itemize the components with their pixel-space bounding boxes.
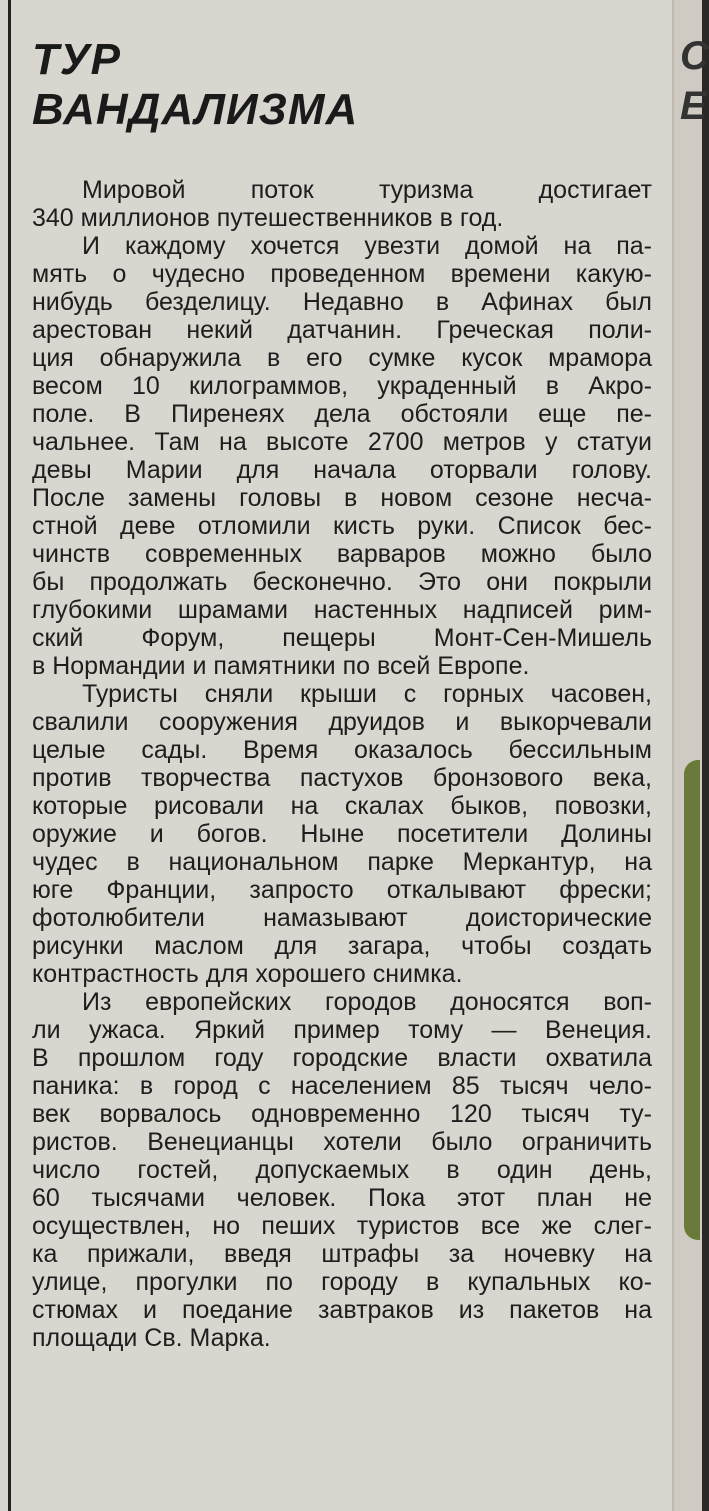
text-line: мять о чудесно проведенном времени какую- bbox=[32, 260, 652, 288]
text-line: После замены головы в новом сезоне несча- bbox=[32, 484, 652, 512]
column-rule bbox=[8, 0, 11, 1511]
text-line: рисунки маслом для загара, чтобы создать bbox=[32, 932, 652, 960]
text-line: свалили сооружения друидов и выкорчевали bbox=[32, 708, 652, 736]
text-line: нибудь безделицу. Недавно в Афинах был bbox=[32, 288, 652, 316]
text-line: контрастность для хорошего снимка. bbox=[32, 960, 463, 988]
text-line: бы продолжать бесконечно. Это они покрыли bbox=[32, 568, 652, 596]
text-line: Из европейских городов доносятся воп- bbox=[82, 988, 652, 1016]
text-line: паника: в город с населением 85 тысяч чело- bbox=[32, 1072, 652, 1100]
text-line: чудес в национальном парке Меркантур, на bbox=[32, 848, 652, 876]
text-line: Туристы сняли крыши с горных часовен, bbox=[82, 680, 652, 708]
article-column bbox=[22, 0, 662, 1511]
text-line: осуществлен, но пеших туристов все же слег- bbox=[32, 1212, 652, 1240]
text-line: век ворвалось одновременно 120 тысяч ту- bbox=[32, 1100, 652, 1128]
article-paragraph bbox=[32, 680, 652, 988]
neighbor-headline-fragment: Е bbox=[680, 84, 707, 128]
text-line: ли ужаса. Яркий пример тому — Венеция. bbox=[32, 1016, 652, 1044]
text-line: ка прижали, введя штрафы за ночевку на bbox=[32, 1240, 652, 1268]
article-paragraph bbox=[32, 176, 652, 232]
text-line: ристов. Венецианцы хотели было ограничить bbox=[32, 1128, 652, 1156]
article-body bbox=[32, 176, 652, 1352]
text-line: стной деве отломили кисть руки. Список бес- bbox=[32, 512, 652, 540]
neighbor-column-edge bbox=[672, 0, 702, 1511]
text-line: улице, прогулки по городу в купальных ко- bbox=[32, 1268, 652, 1296]
neighbor-photo-edge bbox=[684, 760, 700, 1240]
text-line: юге Франции, запросто откалывают фрески; bbox=[32, 876, 652, 904]
text-line: В прошлом году городские власти охватила bbox=[32, 1044, 652, 1072]
text-line: поле. В Пиренеях дела обстояли еще пе- bbox=[32, 400, 652, 428]
text-line: арестован некий датчанин. Греческая поли- bbox=[32, 316, 652, 344]
text-line: девы Марии для начала оторвали голову. bbox=[32, 456, 652, 484]
text-line: стюмах и поедание завтраков из пакетов на bbox=[32, 1296, 652, 1324]
text-line: в Нормандии и памятники по всей Европе. bbox=[32, 652, 530, 680]
text-line: фотолюбители намазывают доисторические bbox=[32, 904, 652, 932]
text-line: площади Св. Марка. bbox=[32, 1324, 271, 1352]
text-line: против творчества пастухов бронзового века, bbox=[32, 764, 652, 792]
text-line: И каждому хочется увезти домой на па- bbox=[82, 232, 652, 260]
text-line: чальнее. Там на высоте 2700 метров у статуи bbox=[32, 428, 652, 456]
text-line: весом 10 килограммов, украденный в Акро- bbox=[32, 372, 652, 400]
article-paragraph bbox=[32, 232, 652, 680]
article-paragraph bbox=[32, 988, 652, 1352]
text-line: число гостей, допускаемых в один день, bbox=[32, 1156, 652, 1184]
neighbor-headline-fragment: С bbox=[680, 34, 709, 78]
text-line: 340 миллионов путешественников в год. bbox=[32, 204, 504, 232]
text-line: Мировой поток туризма достигает bbox=[82, 176, 652, 204]
article-headline bbox=[32, 35, 358, 135]
text-line: 60 тысячами человек. Пока этот план не bbox=[32, 1184, 652, 1212]
text-line: оружие и богов. Ныне посетители Долины bbox=[32, 820, 652, 848]
headline-line: ВАНДАЛИЗМА bbox=[32, 85, 359, 134]
headline-line: ТУР bbox=[32, 35, 122, 84]
text-line: ция обнаружила в его сумке кусок мрамора bbox=[32, 344, 652, 372]
text-line: которые рисовали на скалах быков, повозки, bbox=[32, 792, 652, 820]
text-line: глубокими шрамами настенных надписей рим- bbox=[32, 596, 652, 624]
text-line: ский Форум, пещеры Монт-Сен-Мишель bbox=[32, 624, 652, 652]
text-line: чинств современных варваров можно было bbox=[32, 540, 652, 568]
text-line: целые сады. Время оказалось бессильным bbox=[32, 736, 652, 764]
